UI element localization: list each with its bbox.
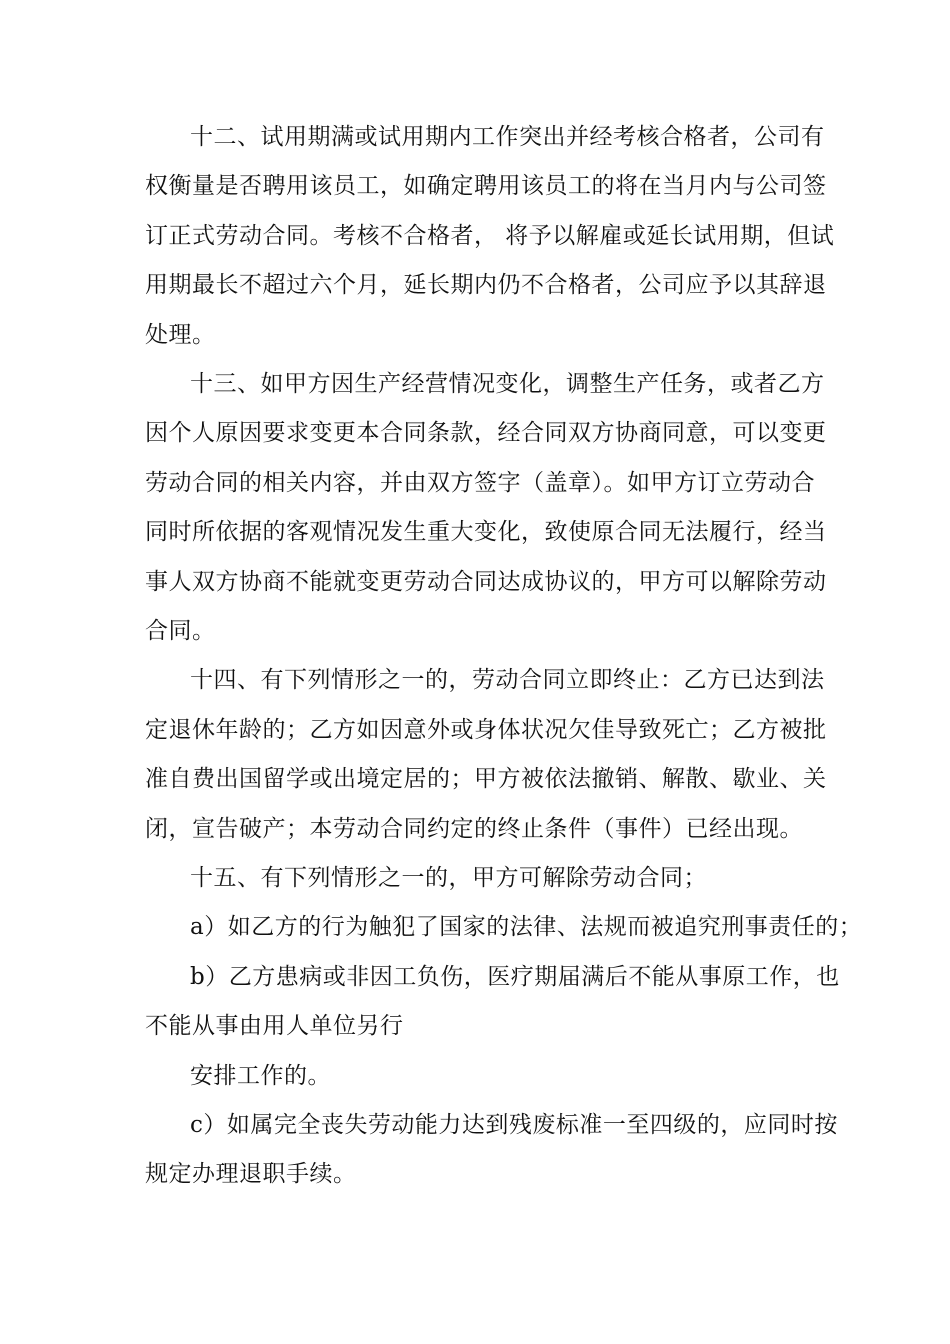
- text-line: 用期最长不超过六个月，延长期内仍不合格者，公司应予以其辞退: [145, 272, 827, 298]
- text-line: 处理。: [145, 322, 216, 348]
- text-line: 事人双方协商不能就变更劳动合同达成协议的，甲方可以解除劳动: [145, 569, 827, 595]
- text-line: 不能从事由用人单位另行: [145, 1013, 404, 1039]
- text-line: 权衡量是否聘用该员工，如确定聘用该员工的将在当月内与公司签: [145, 173, 827, 199]
- text-line: 劳动合同的相关内容，并由双方签字（盖章）。如甲方订立劳动合: [145, 470, 815, 496]
- text-line: 十二、试用期满或试用期内工作突出并经考核合格者，公司有: [190, 124, 825, 150]
- text-line: 合同。: [145, 618, 216, 644]
- text-line: 准自费出国留学或出境定居的；甲方被依法撤销、解散、歇业、关: [145, 766, 827, 792]
- text-line: 订正式劳动合同。考核不合格者， 将予以解雇或延长试用期，但试: [145, 223, 835, 249]
- text-line: 十五、有下列情形之一的，甲方可解除劳动合同；: [190, 865, 707, 891]
- text-line: 安排工作的。: [190, 1063, 331, 1089]
- text-line: c）如属完全丧失劳动能力达到残废标准一至四级的，应同时按: [190, 1112, 838, 1138]
- text-line: 定退休年龄的；乙方如因意外或身体状况欠佳导致死亡；乙方被批: [145, 717, 827, 743]
- text-line: 十四、有下列情形之一的，劳动合同立即终止：乙方已达到法: [190, 667, 825, 693]
- text-line: 闭，宣告破产；本劳动合同约定的终止条件（事件）已经出现。: [145, 816, 803, 842]
- text-line: b）乙方患病或非因工负伤，医疗期届满后不能从事原工作，也: [190, 964, 840, 990]
- text-line: 十三、如甲方因生产经营情况变化，调整生产任务，或者乙方: [190, 371, 825, 397]
- text-line: 同时所依据的客观情况发生重大变化，致使原合同无法履行，经当: [145, 519, 827, 545]
- text-line: a）如乙方的行为触犯了国家的法律、法规而被追究刑事责任的；: [190, 914, 863, 940]
- text-line: 规定办理退职手续。: [145, 1161, 357, 1187]
- text-line: 因个人原因要求变更本合同条款，经合同双方协商同意，可以变更: [145, 420, 827, 446]
